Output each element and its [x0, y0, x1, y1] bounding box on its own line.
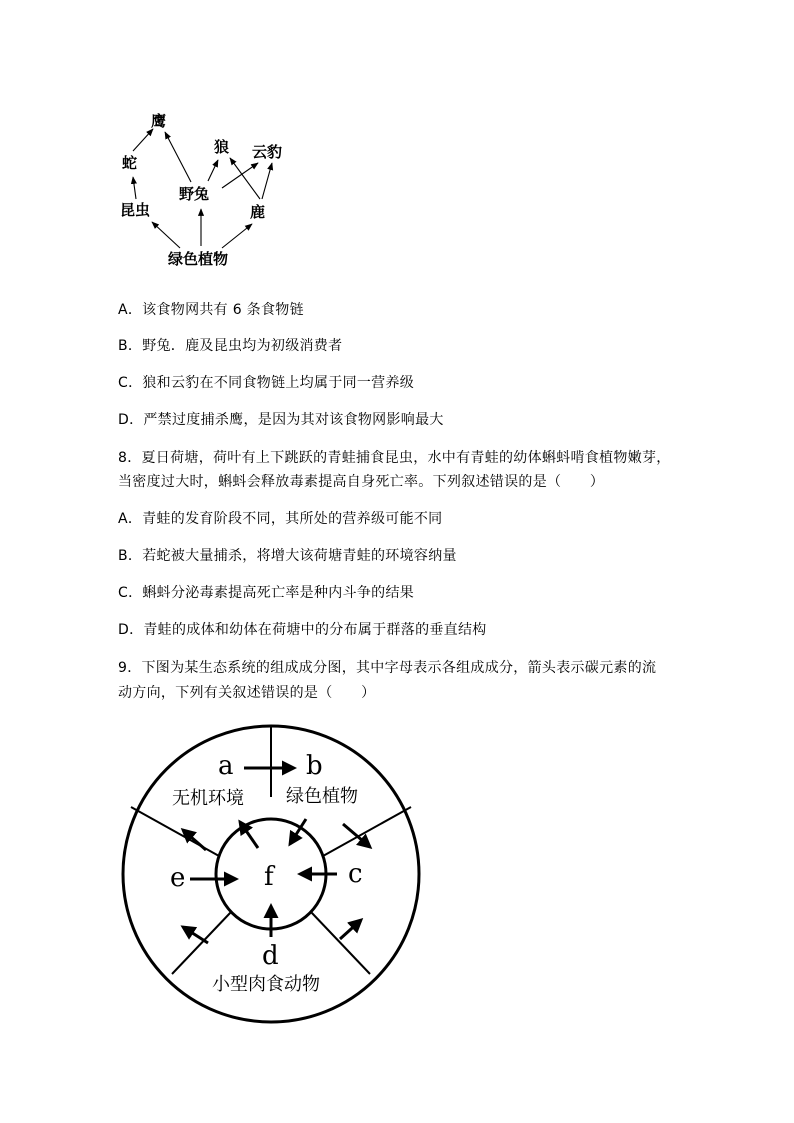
node-plant: 绿色植物: [168, 250, 229, 268]
node-insect: 昆虫: [120, 201, 151, 219]
arrow-plant-deer: [222, 224, 252, 248]
arrow-rabbit-eagle: [165, 132, 191, 182]
label-b: b: [306, 751, 323, 781]
label-green-plant: 绿色植物: [286, 786, 358, 807]
arrow-deer-leopard: [262, 163, 272, 199]
divider-lower-left: [172, 912, 231, 974]
arrow-plant-insect: [152, 222, 180, 248]
node-wolf: 狼: [214, 138, 230, 156]
label-inorganic: 无机环境: [172, 788, 244, 809]
divider-upper-right: [323, 807, 411, 856]
q7-option-c: C．狼和云豹在不同食物链上均属于同一营养级: [118, 375, 415, 391]
q9-stem-line1: 9．下图为某生态系统的组成成分图，其中字母表示各组成成分，箭头表示碳元素的流: [118, 660, 657, 676]
label-d: d: [262, 941, 279, 971]
arrow-f-inorganic-2: [240, 822, 258, 848]
q7-option-d: D．严禁过度捕杀鹰，是因为其对该食物网影响最大: [118, 412, 444, 428]
food-web-diagram: [0, 0, 794, 290]
arrow-f-d: [340, 920, 361, 939]
q9-stem-line2: 动方向，下列有关叙述错误的是（ ）: [118, 685, 376, 701]
q8-stem-line1: 8．夏日荷塘，荷叶有上下跳跃的青蛙捕食昆虫，水中有青蛙的幼体蝌蚪啃食植物嫩芽，: [118, 450, 671, 466]
label-a: a: [218, 751, 234, 781]
node-rabbit: 野兔: [179, 185, 210, 203]
node-eagle: 鹰: [151, 112, 167, 130]
node-leopard: 云豹: [252, 143, 283, 161]
q8-option-d: D．青蛙的成体和幼体在荷塘中的分布属于群落的垂直结构: [118, 622, 487, 638]
arrow-rabbit-wolf: [208, 160, 218, 181]
label-small-carnivore: 小型肉食动物: [212, 974, 320, 995]
q7-option-a: A．该食物网共有 6 条食物链: [118, 302, 304, 318]
label-c: c: [348, 859, 363, 889]
label-e: e: [170, 863, 186, 893]
arrow-f-e: [183, 927, 208, 943]
arrow-rabbit-leopard: [222, 163, 258, 188]
q8-option-c: C．蝌蚪分泌毒素提高死亡率是种内斗争的结果: [118, 585, 415, 601]
label-f: f: [264, 862, 274, 892]
node-deer: 鹿: [250, 203, 266, 221]
arrow-snake-eagle: [133, 129, 153, 151]
node-snake: 蛇: [122, 154, 138, 172]
q8-option-b: B．若蛇被大量捕杀，将增大该荷塘青蛙的环境容纳量: [118, 548, 457, 564]
q7-option-b: B．野兔．鹿及昆虫均为初级消费者: [118, 338, 343, 354]
q8-stem-line2: 当密度过大时，蝌蚪会释放毒素提高自身死亡率。下列叙述错误的是（ ）: [118, 474, 605, 490]
arrow-f-inorganic: [183, 830, 206, 850]
ecosystem-diagram: [0, 710, 794, 1030]
arrow-insect-snake: [133, 177, 136, 199]
q8-option-a: A．青蛙的发育阶段不同，其所处的营养级可能不同: [118, 511, 443, 527]
